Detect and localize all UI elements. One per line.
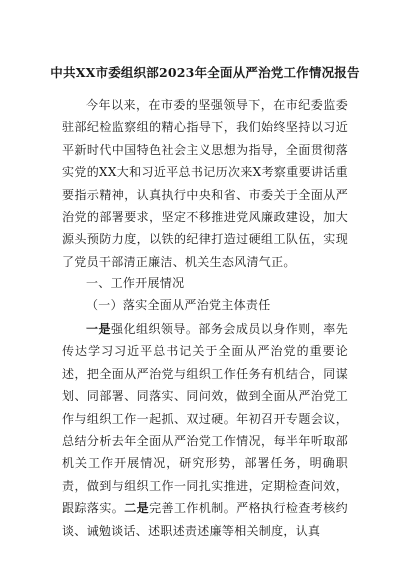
intro-paragraph: 今年以来，在市委的坚强领导下，在市纪委监委驻部纪检监察组的精心指导下，我们始终坚持以习近平新时代中国特色社会主义思想为指导，全面贯彻落实党的XX大和习近平总书记历次来X考察重要讲话重要指示精神，认真执行中央和省、市委关于全面从严治党的部署要求，坚定不移推进党风廉政建设，加大源头预防力度，以铁的纪律打造过硬组工队伍，实现了党员干部清正廉洁、机关生态风清气正。 <box>62 98 348 269</box>
main-paragraph <box>62 318 348 542</box>
point-one-text: 强化组织领导。部务会成员以身作则，率先传达学习习近平总书记关于全面从严治党的重要论述，把全面从严治党与组织工作任务有机结合，同谋划、同部署、同落实、同问效，做到全面从严治党工作与组织工作一起抓、双过硬。年初召开专题会议，总结分析去年全面从严治党工作情况，每半年听取部机关工作开展情况，研究形势，部署任务，明确职责，做到与组织工作一同扎实推进，定期检查问效，跟踪落实。 <box>62 322 349 516</box>
point-one-lead: 一是 <box>86 322 111 336</box>
point-two-text: 完善工作机制。严格执行检查考核约谈、诫勉谈话、述职述责述廉等相关制度，认真 <box>62 501 348 538</box>
subsection-heading: （一）落实全面从严治党主体责任 <box>86 298 271 312</box>
point-two-lead: 二是 <box>124 501 150 516</box>
section-heading: 一、工作开展情况 <box>86 276 185 290</box>
document-title: 中共XX市委组织部2023年全面从严治党工作情况报告 <box>50 65 360 80</box>
